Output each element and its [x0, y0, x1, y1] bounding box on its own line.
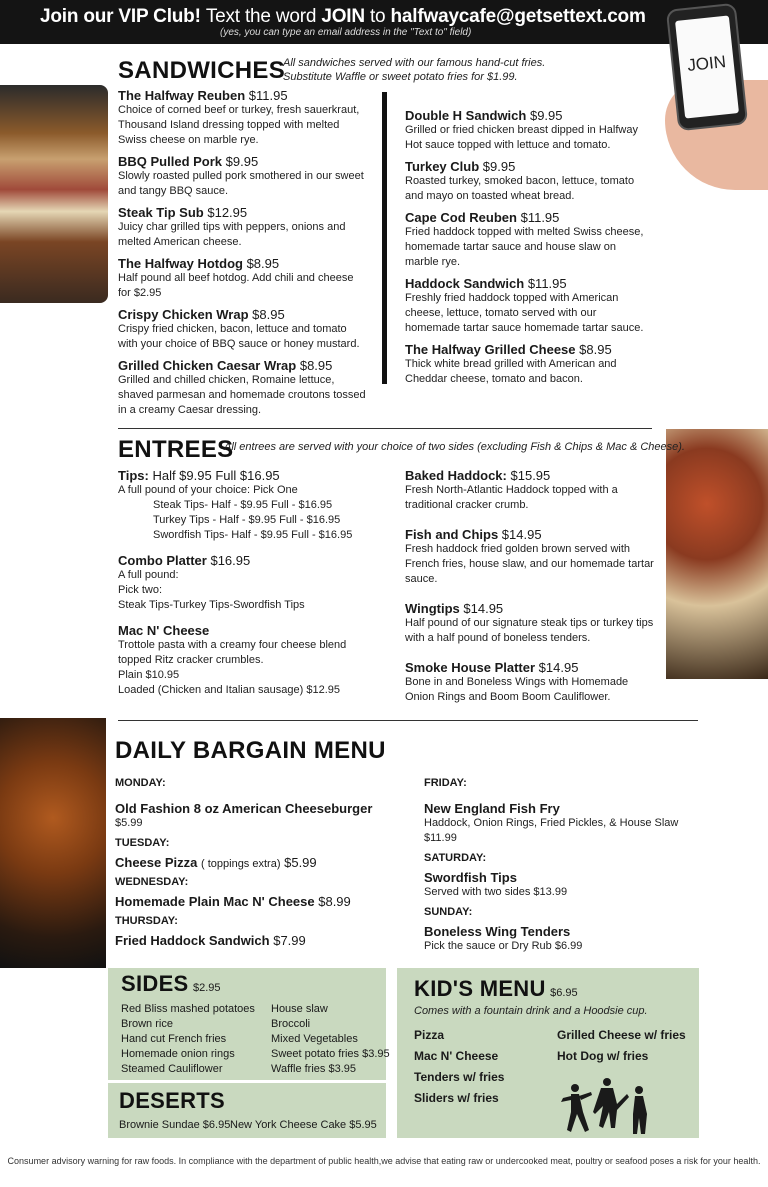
entrees-title: ENTREES [118, 436, 234, 463]
item-name: New England Fish Fry [424, 801, 560, 816]
sandwiches-note: All sandwiches served with our famous hand-cut fries. Substitute Waffle or sweet potato fries for $1.99. [283, 57, 546, 83]
sides-title: SIDES [121, 971, 189, 996]
sides-left-list [121, 1002, 255, 1077]
kids-item: Sliders w/ fries [414, 1091, 499, 1105]
item-price: $14.95 [463, 601, 504, 616]
item-description: Trottole pasta with a creamy four cheese blend topped Ritz cracker crumbles. [118, 639, 347, 666]
menu-item [118, 623, 368, 698]
kids-left-list [414, 1028, 504, 1105]
item-description: Half pound of our signature steak tips or turkey tips with a half pound of boneless tenders. [405, 617, 654, 644]
menu-item [405, 210, 650, 270]
item-description: Half pound all beef hotdog. Add chili and cheese for $2.95 [118, 272, 354, 299]
desert-item: Brownie Sundae $6.95 [119, 1119, 231, 1131]
item-description: Roasted turkey, smoked bacon, lettuce, tomato and mayo on toasted wheat bread. [405, 175, 635, 202]
tips-option: Swordfish Tips- Half - $9.95 Full - $16.95 [153, 529, 353, 541]
item-name: Mac N' Cheese [118, 623, 210, 638]
item-description: Served with two sides $13.99 [424, 886, 568, 898]
day-label: WEDNESDAY: [115, 876, 189, 888]
day-label: SATURDAY: [424, 852, 487, 864]
item-description: Fresh North-Atlantic Haddock topped with a traditional cracker crumb. [405, 484, 618, 511]
vip-banner [0, 0, 768, 44]
side-item: Sweet potato fries $3.95 [271, 1048, 390, 1060]
item-name: Double H Sandwich [405, 108, 527, 123]
menu-item: Cheese Pizza ( toppings extra) $5.99 [115, 855, 317, 870]
kids-note: Comes with a fountain drink and a Hoodsie cup. [414, 1005, 648, 1017]
side-item: Hand cut French fries [121, 1033, 227, 1045]
item-price: $8.95 [299, 358, 333, 373]
vip-email: halfwaycafe@getsettext.com [390, 6, 646, 27]
menu-item [118, 256, 368, 301]
day-label: SUNDAY: [424, 906, 473, 918]
mac-cheese-photo [666, 429, 768, 679]
item-description: Crispy fried chicken, bacon, lettuce and tomato with your choice of BBQ sauce or honey mustard. [118, 323, 360, 350]
deserts-box [108, 1083, 386, 1138]
item-price: $15.95 [510, 468, 551, 483]
sandwiches-right-column [405, 108, 650, 387]
day-label: FRIDAY: [424, 777, 467, 789]
item-name: Haddock Sandwich [405, 276, 525, 291]
item-name: Boneless Wing Tenders [424, 924, 571, 939]
menu-item [118, 88, 368, 148]
consumer-advisory: Consumer advisory warning for raw foods. In compliance with the department of public health,we advise that eating raw or undercooked meat, poultry or seafood poses a risk for your health. [7, 1156, 761, 1166]
menu-item: Fried Haddock Sandwich $7.99 [115, 933, 306, 948]
side-item: House slaw [271, 1003, 328, 1015]
deserts-title: DESERTS [119, 1088, 226, 1113]
item-name: Grilled Chicken Caesar Wrap [118, 358, 297, 373]
entrees-left-column [118, 468, 368, 698]
bargain-title: DAILY BARGAIN MENU [115, 737, 386, 764]
menu-item [405, 159, 650, 204]
item-price: $8.95 [252, 307, 285, 322]
item-name: Fish and Chips [405, 527, 499, 542]
day-label: THURSDAY: [115, 915, 178, 927]
item-name: Turkey Club [405, 159, 480, 174]
kids-item: Grilled Cheese w/ fries [557, 1028, 686, 1042]
fried-fish-photo [0, 718, 106, 968]
item-price: $11.95 [527, 276, 567, 291]
item-description: A full pound: [118, 569, 179, 581]
kids-item: Tenders w/ fries [414, 1070, 505, 1084]
side-item: Red Bliss mashed potatoes [121, 1003, 255, 1015]
item-description: A full pound of your choice: Pick One [118, 484, 298, 496]
menu-item [118, 154, 368, 199]
item-name: Old Fashion 8 oz American Cheeseburger [115, 801, 373, 816]
menu-item [405, 601, 660, 646]
kids-item: Mac N' Cheese [414, 1049, 499, 1063]
item-price: $9.95 [529, 108, 563, 123]
phone-join-text: JOIN [686, 52, 727, 75]
side-item: Steamed Cauliflower [121, 1063, 223, 1075]
entrees-right-column [405, 468, 660, 705]
item-description: Steak Tips-Turkey Tips-Swordfish Tips [118, 599, 305, 611]
side-item: Mixed Vegetables [271, 1033, 358, 1045]
item-name: Wingtips [405, 601, 460, 616]
item-price: $9.95 [482, 159, 516, 174]
item-name: Tips: [118, 468, 149, 483]
desert-item: New York Cheese Cake $5.95 [230, 1119, 377, 1131]
item-name: The Halfway Grilled Cheese [405, 342, 576, 357]
item-description: Bone in and Boneless Wings with Homemade Onion Rings and Boom Boom Cauliflower. [405, 676, 629, 703]
side-item: Waffle fries $3.95 [271, 1063, 356, 1075]
item-price: $12.95 [207, 205, 248, 220]
menu-item [405, 276, 650, 336]
kids-title: KID'S MENU [414, 976, 546, 1001]
phone-screen [675, 15, 739, 118]
bargain-left-column [115, 777, 405, 948]
bargain-right-column [424, 777, 704, 954]
item-price: $5.99 [115, 817, 143, 829]
menu-item [118, 205, 368, 250]
menu-item [405, 527, 660, 587]
kids-item: Pizza [414, 1028, 445, 1042]
sandwiches-left-column [118, 88, 368, 418]
item-price: $11.95 [248, 88, 288, 103]
item-price: $9.95 [225, 154, 259, 169]
item-name: The Halfway Hotdog [118, 256, 243, 271]
menu-item [118, 553, 368, 613]
sandwiches-title: SANDWICHES [118, 57, 286, 84]
item-description: Slowly roasted pulled pork smothered in our sweet and tangy BBQ sauce. [118, 170, 364, 197]
item-description: Grilled and chilled chicken, Romaine lettuce, shaved parmesan and homemade croutons tossed in a creamy Caesar dressing. [118, 374, 366, 416]
side-item: Brown rice [121, 1018, 173, 1030]
tips-option: Turkey Tips - Half - $9.95 Full - $16.95 [153, 514, 341, 526]
menu-item [118, 468, 368, 543]
day-label: MONDAY: [115, 777, 166, 789]
menu-item [405, 342, 650, 387]
entrees-note: All entrees are served with your choice of two sides (excluding Fish & Chips & Mac & Cheese). [224, 441, 685, 453]
item-name: Crispy Chicken Wrap [118, 307, 249, 322]
reuben-sandwich-photo [0, 85, 108, 303]
sides-box [108, 968, 390, 1080]
divider-line [118, 720, 698, 721]
item-description: Pick two: [118, 584, 163, 596]
item-name: Cape Cod Reuben [405, 210, 517, 225]
menu-item [405, 660, 660, 705]
item-price: $8.95 [246, 256, 280, 271]
item-description: Fried haddock topped with melted Swiss cheese, homemade tartar sauce and house slaw on marble rye. [405, 226, 644, 268]
item-description: Juicy char grilled tips with peppers, onions and melted American cheese. [118, 221, 346, 248]
kids-right-list [557, 1028, 686, 1063]
item-name: Smoke House Platter [405, 660, 536, 675]
item-name: Combo Platter [118, 553, 207, 568]
item-description: Plain $10.95 [118, 669, 180, 681]
item-description: Thick white bread grilled with American and Cheddar cheese, tomato and bacon. [405, 358, 617, 385]
item-name: Baked Haddock: [405, 468, 507, 483]
vip-headline: Join our VIP Club! Text the word JOIN to halfwaycafe@getsettext.com [40, 6, 646, 27]
sides-price: $2.95 [192, 982, 221, 994]
column-divider [382, 92, 387, 384]
item-description: Choice of corned beef or turkey, fresh sauerkraut, Thousand Island dressing topped with melted Swiss cheese on marble rye. [118, 104, 360, 146]
item-price: $14.95 [501, 527, 542, 542]
item-price: $16.95 [210, 553, 251, 568]
menu-item [118, 358, 368, 418]
day-label: TUESDAY: [115, 837, 170, 849]
item-name: Steak Tip Sub [118, 205, 204, 220]
item-price: $8.95 [579, 342, 612, 357]
item-description: Haddock, Onion Rings, Fried Pickles, & House Slaw $11.99 [424, 817, 679, 844]
menu-item: Homemade Plain Mac N' Cheese $8.99 [115, 894, 351, 909]
sides-right-list [271, 1002, 390, 1077]
item-name: BBQ Pulled Pork [118, 154, 223, 169]
phone-icon [666, 3, 748, 132]
divider-line [118, 428, 652, 429]
item-description: Loaded (Chicken and Italian sausage) $12.95 [118, 684, 340, 696]
kids-menu-box [397, 968, 699, 1138]
side-item: Homemade onion rings [121, 1048, 235, 1060]
item-description: Pick the sauce or Dry Rub $6.99 [424, 940, 583, 952]
side-item: Broccoli [271, 1018, 311, 1030]
menu-item [405, 468, 660, 513]
item-description: Freshly fried haddock topped with American cheese, lettuce, tomato served with our homemade tartar sauce homemade tartar sauce. [405, 292, 644, 334]
item-price: $11.95 [520, 210, 560, 225]
item-name: Swordfish Tips [424, 870, 517, 885]
item-description: Grilled or fried chicken breast dipped in Halfway Hot sauce topped with lettuce and tomato. [405, 124, 638, 151]
item-description: Fresh haddock fried golden brown served with French fries, house slaw, and our homemade tartar sauce. [405, 543, 654, 585]
item-price: $14.95 [538, 660, 579, 675]
item-price: Half $9.95 Full $16.95 [152, 468, 280, 483]
dancing-kids-icon [557, 1074, 657, 1136]
kids-item: Hot Dog w/ fries [557, 1049, 649, 1063]
kids-price: $6.95 [550, 987, 578, 999]
menu-item [118, 307, 368, 352]
menu-item [405, 108, 650, 153]
item-name: The Halfway Reuben [118, 88, 246, 103]
vip-subtext: (yes, you can type an email address in the "Text to" field) [220, 27, 472, 38]
tips-option: Steak Tips- Half - $9.95 Full - $16.95 [153, 499, 333, 511]
